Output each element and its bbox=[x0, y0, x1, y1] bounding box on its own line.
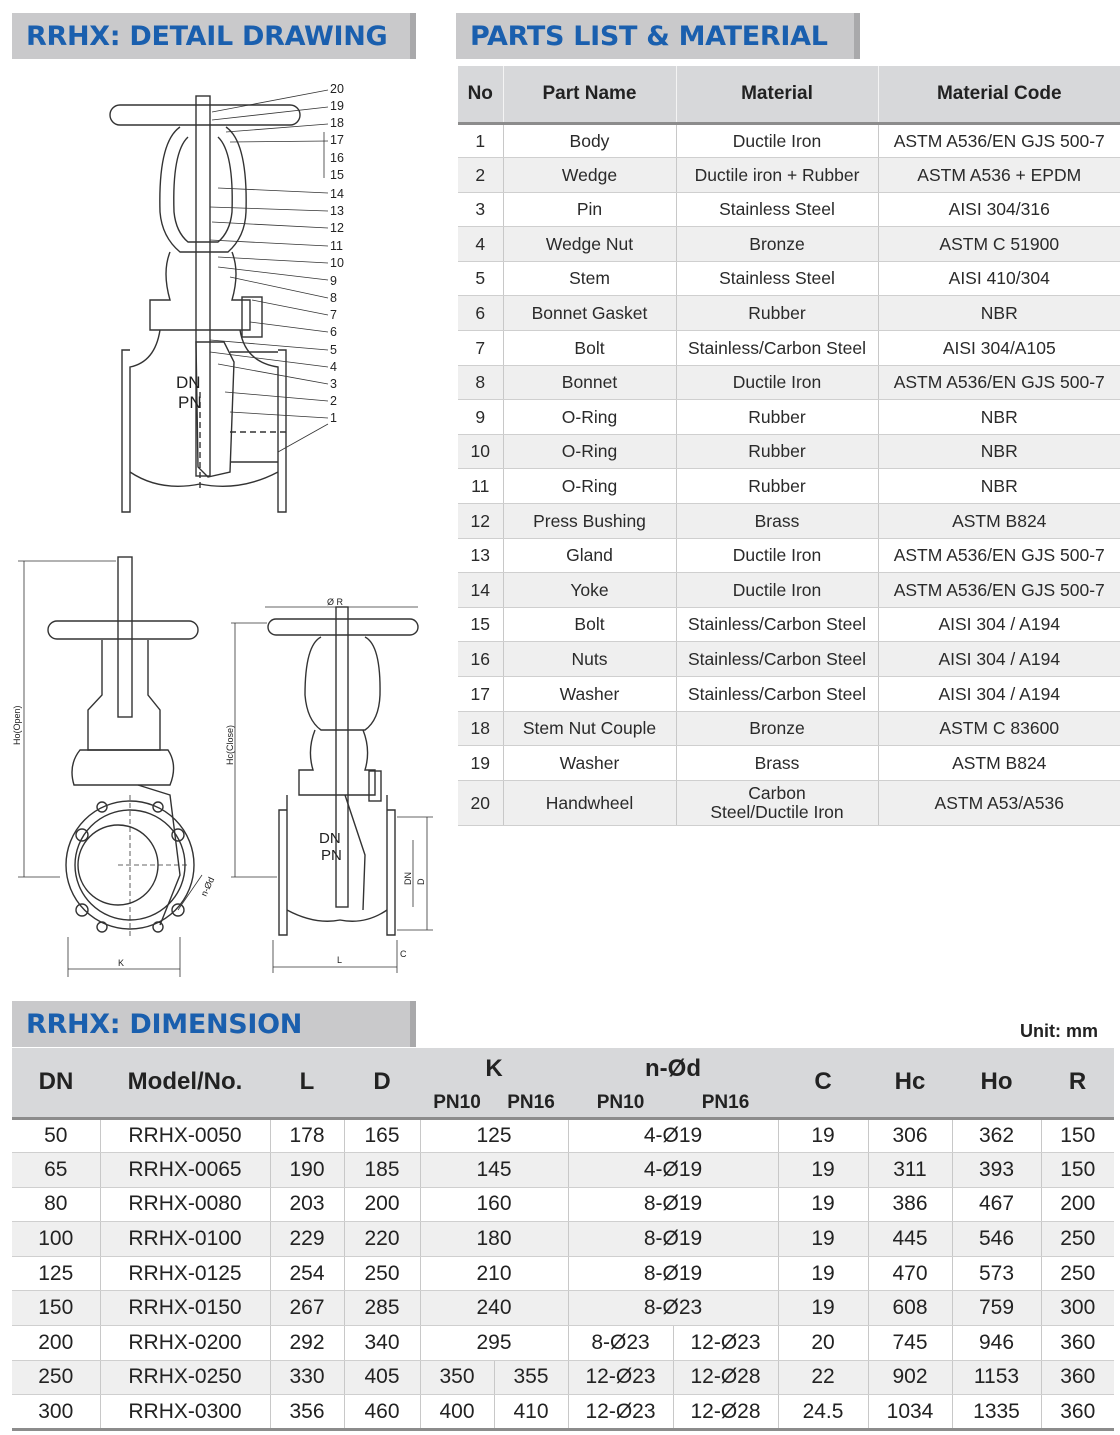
model-cell: RRHX-0150 bbox=[100, 1291, 270, 1326]
dimension-row bbox=[12, 1222, 1114, 1257]
valve-cross-section-drawing bbox=[100, 72, 370, 532]
ho-cell: 759 bbox=[952, 1291, 1041, 1326]
parts-cell: Ductile iron + Rubber bbox=[676, 158, 878, 193]
callout-11: 11 bbox=[330, 239, 343, 253]
k-cell: 160 bbox=[420, 1187, 568, 1222]
d-cell: 200 bbox=[344, 1187, 420, 1222]
nd-pn10-cell: 12-Ø23 bbox=[568, 1360, 673, 1395]
r-label: Ø R bbox=[327, 597, 344, 607]
dimension-row bbox=[12, 1360, 1114, 1395]
parts-list-table bbox=[458, 66, 1120, 826]
parts-cell: ASTM A53/A536 bbox=[878, 780, 1120, 825]
parts-row bbox=[458, 746, 1120, 781]
parts-cell: 19 bbox=[458, 746, 503, 781]
model-cell: RRHX-0080 bbox=[100, 1187, 270, 1222]
c-cell: 20 bbox=[778, 1326, 868, 1361]
parts-header-3: Material Code bbox=[878, 66, 1120, 123]
parts-cell: 4 bbox=[458, 227, 503, 262]
ho-cell: 1335 bbox=[952, 1395, 1041, 1430]
dn-label: DN bbox=[176, 373, 201, 392]
dimension-title: RRHX: DIMENSION bbox=[12, 1001, 416, 1047]
parts-table-body bbox=[458, 123, 1120, 825]
parts-cell: O-Ring bbox=[503, 400, 676, 435]
parts-cell: AISI 304/316 bbox=[878, 192, 1120, 227]
k-cell: 125 bbox=[420, 1118, 568, 1153]
parts-cell: AISI 304 / A194 bbox=[878, 677, 1120, 712]
dn-cell: 300 bbox=[12, 1395, 100, 1430]
parts-cell: 2 bbox=[458, 158, 503, 193]
parts-cell: Brass bbox=[676, 504, 878, 539]
parts-row bbox=[458, 192, 1120, 227]
ho-cell: 1153 bbox=[952, 1360, 1041, 1395]
nd-cell: 8-Ø19 bbox=[568, 1222, 778, 1257]
ho-cell: 393 bbox=[952, 1153, 1041, 1188]
parts-row bbox=[458, 469, 1120, 504]
parts-row bbox=[458, 642, 1120, 677]
col-nd-pn10: PN10 bbox=[568, 1090, 673, 1118]
parts-header-2: Material bbox=[676, 66, 878, 123]
c-cell: 22 bbox=[778, 1360, 868, 1395]
model-cell: RRHX-0065 bbox=[100, 1153, 270, 1188]
l-cell: 229 bbox=[270, 1222, 344, 1257]
parts-header-row bbox=[458, 66, 1120, 123]
nd-label: n-Ød bbox=[198, 875, 217, 898]
parts-cell: ASTM C 83600 bbox=[878, 711, 1120, 746]
dn-cell: 50 bbox=[12, 1118, 100, 1153]
parts-cell: Stem Nut Couple bbox=[503, 711, 676, 746]
nd-pn16-cell: 12-Ø23 bbox=[673, 1326, 778, 1361]
r-cell: 360 bbox=[1041, 1395, 1114, 1430]
dimension-table-body bbox=[12, 1118, 1114, 1429]
parts-row bbox=[458, 158, 1120, 193]
r-cell: 250 bbox=[1041, 1256, 1114, 1291]
parts-cell: 14 bbox=[458, 573, 503, 608]
d-cell: 220 bbox=[344, 1222, 420, 1257]
parts-cell: Pin bbox=[503, 192, 676, 227]
model-cell: RRHX-0250 bbox=[100, 1360, 270, 1395]
parts-row bbox=[458, 365, 1120, 400]
parts-cell: Yoke bbox=[503, 573, 676, 608]
parts-cell: ASTM A536/EN GJS 500-7 bbox=[878, 538, 1120, 573]
parts-row bbox=[458, 296, 1120, 331]
parts-cell: Bolt bbox=[503, 331, 676, 366]
k-cell: 180 bbox=[420, 1222, 568, 1257]
callout-1: 1 bbox=[330, 411, 337, 425]
parts-cell: 7 bbox=[458, 331, 503, 366]
dn-cell: 100 bbox=[12, 1222, 100, 1257]
parts-cell: ASTM A536/EN GJS 500-7 bbox=[878, 123, 1120, 158]
parts-row bbox=[458, 780, 1120, 825]
dn-dim-label: DN bbox=[403, 872, 413, 885]
valve-front-view-drawing bbox=[10, 545, 225, 985]
hc-cell: 445 bbox=[868, 1222, 952, 1257]
l-cell: 203 bbox=[270, 1187, 344, 1222]
nd-pn16-cell: 12-Ø28 bbox=[673, 1360, 778, 1395]
dn-cell: 250 bbox=[12, 1360, 100, 1395]
dimension-table bbox=[12, 1048, 1114, 1431]
c-cell: 19 bbox=[778, 1222, 868, 1257]
callout-17: 17 bbox=[330, 133, 344, 147]
hc-cell: 1034 bbox=[868, 1395, 952, 1430]
parts-cell: Carbon Steel/Ductile Iron bbox=[676, 780, 878, 825]
callout-13: 13 bbox=[330, 204, 344, 218]
d-cell: 405 bbox=[344, 1360, 420, 1395]
callout-18: 18 bbox=[330, 116, 344, 130]
parts-cell: AISI 304 / A194 bbox=[878, 607, 1120, 642]
parts-cell: ASTM A536 + EPDM bbox=[878, 158, 1120, 193]
parts-cell: ASTM B824 bbox=[878, 746, 1120, 781]
k-pn10-cell: 400 bbox=[420, 1395, 494, 1430]
valve-side-view-drawing bbox=[225, 595, 445, 975]
parts-cell: Ductile Iron bbox=[676, 123, 878, 158]
l-label: L bbox=[337, 955, 343, 965]
callout-20: 20 bbox=[330, 82, 344, 96]
col-model: Model/No. bbox=[100, 1048, 270, 1118]
col-d: D bbox=[344, 1048, 420, 1118]
l-cell: 190 bbox=[270, 1153, 344, 1188]
parts-cell: NBR bbox=[878, 469, 1120, 504]
parts-cell: 6 bbox=[458, 296, 503, 331]
parts-row bbox=[458, 123, 1120, 158]
nd-cell: 4-Ø19 bbox=[568, 1118, 778, 1153]
parts-cell: 18 bbox=[458, 711, 503, 746]
detail-drawing-title: RRHX: DETAIL DRAWING bbox=[12, 13, 416, 59]
l-cell: 178 bbox=[270, 1118, 344, 1153]
ho-cell: 573 bbox=[952, 1256, 1041, 1291]
nd-pn16-cell: 12-Ø28 bbox=[673, 1395, 778, 1430]
c-cell: 19 bbox=[778, 1153, 868, 1188]
l-cell: 267 bbox=[270, 1291, 344, 1326]
col-k-pn10: PN10 bbox=[420, 1090, 494, 1118]
dn-cell: 80 bbox=[12, 1187, 100, 1222]
parts-row bbox=[458, 711, 1120, 746]
k-pn16-cell: 355 bbox=[494, 1360, 568, 1395]
r-cell: 360 bbox=[1041, 1326, 1114, 1361]
parts-cell: AISI 410/304 bbox=[878, 261, 1120, 296]
parts-cell: Bonnet Gasket bbox=[503, 296, 676, 331]
parts-cell: ASTM B824 bbox=[878, 504, 1120, 539]
hc-cell: 470 bbox=[868, 1256, 952, 1291]
parts-cell: 16 bbox=[458, 642, 503, 677]
parts-cell: Rubber bbox=[676, 434, 878, 469]
parts-cell: Stainless/Carbon Steel bbox=[676, 642, 878, 677]
d-label: D bbox=[416, 878, 426, 885]
k-cell: 295 bbox=[420, 1326, 568, 1361]
parts-cell: Gland bbox=[503, 538, 676, 573]
parts-header-1: Part Name bbox=[503, 66, 676, 123]
parts-row bbox=[458, 573, 1120, 608]
parts-cell: ASTM A536/EN GJS 500-7 bbox=[878, 365, 1120, 400]
nd-pn10-cell: 12-Ø23 bbox=[568, 1395, 673, 1430]
parts-cell: 9 bbox=[458, 400, 503, 435]
parts-cell: Wedge Nut bbox=[503, 227, 676, 262]
hc-cell: 902 bbox=[868, 1360, 952, 1395]
c-cell: 19 bbox=[778, 1256, 868, 1291]
parts-cell: 15 bbox=[458, 607, 503, 642]
nd-cell: 8-Ø19 bbox=[568, 1256, 778, 1291]
nd-cell: 8-Ø19 bbox=[568, 1187, 778, 1222]
d-cell: 285 bbox=[344, 1291, 420, 1326]
r-cell: 150 bbox=[1041, 1118, 1114, 1153]
dn-cell: 125 bbox=[12, 1256, 100, 1291]
l-cell: 356 bbox=[270, 1395, 344, 1430]
callout-5: 5 bbox=[330, 343, 337, 357]
d-cell: 340 bbox=[344, 1326, 420, 1361]
parts-cell: AISI 304/A105 bbox=[878, 331, 1120, 366]
parts-cell: 5 bbox=[458, 261, 503, 296]
pn-side-label: PN bbox=[321, 847, 342, 864]
parts-cell: ASTM A536/EN GJS 500-7 bbox=[878, 573, 1120, 608]
c-cell: 19 bbox=[778, 1187, 868, 1222]
col-k-pn16: PN16 bbox=[494, 1090, 568, 1118]
ho-cell: 946 bbox=[952, 1326, 1041, 1361]
parts-cell: Bonnet bbox=[503, 365, 676, 400]
parts-cell: Rubber bbox=[676, 469, 878, 504]
col-nd-pn16: PN16 bbox=[673, 1090, 778, 1118]
parts-row bbox=[458, 331, 1120, 366]
parts-cell: 20 bbox=[458, 780, 503, 825]
col-r: R bbox=[1041, 1048, 1114, 1118]
callout-2: 2 bbox=[330, 394, 337, 408]
parts-cell: Nuts bbox=[503, 642, 676, 677]
dimension-row bbox=[12, 1187, 1114, 1222]
col-k: K bbox=[420, 1048, 568, 1090]
d-cell: 165 bbox=[344, 1118, 420, 1153]
parts-cell: Body bbox=[503, 123, 676, 158]
r-cell: 300 bbox=[1041, 1291, 1114, 1326]
parts-cell: 10 bbox=[458, 434, 503, 469]
callout-15: 15 bbox=[330, 168, 344, 182]
parts-row bbox=[458, 538, 1120, 573]
callout-10: 10 bbox=[330, 256, 344, 270]
parts-cell: 12 bbox=[458, 504, 503, 539]
parts-cell: Stainless/Carbon Steel bbox=[676, 331, 878, 366]
callout-7: 7 bbox=[330, 308, 337, 322]
parts-cell: NBR bbox=[878, 400, 1120, 435]
parts-cell: Washer bbox=[503, 746, 676, 781]
k-pn10-cell: 350 bbox=[420, 1360, 494, 1395]
model-cell: RRHX-0300 bbox=[100, 1395, 270, 1430]
dn-cell: 200 bbox=[12, 1326, 100, 1361]
callout-9: 9 bbox=[330, 274, 337, 288]
parts-cell: Ductile Iron bbox=[676, 365, 878, 400]
parts-cell: Stainless/Carbon Steel bbox=[676, 607, 878, 642]
unit-label: Unit: mm bbox=[1020, 1021, 1098, 1041]
parts-cell: NBR bbox=[878, 434, 1120, 469]
ho-open-label: Ho(Open) bbox=[12, 705, 22, 745]
hc-cell: 608 bbox=[868, 1291, 952, 1326]
parts-cell: O-Ring bbox=[503, 469, 676, 504]
hc-cell: 306 bbox=[868, 1118, 952, 1153]
parts-cell: AISI 304 / A194 bbox=[878, 642, 1120, 677]
k-cell: 145 bbox=[420, 1153, 568, 1188]
dimension-row bbox=[12, 1153, 1114, 1188]
col-dn: DN bbox=[12, 1048, 100, 1118]
col-hc: Hc bbox=[868, 1048, 952, 1118]
parts-cell: 3 bbox=[458, 192, 503, 227]
r-cell: 250 bbox=[1041, 1222, 1114, 1257]
c-cell: 24.5 bbox=[778, 1395, 868, 1430]
callout-4: 4 bbox=[330, 360, 337, 374]
l-cell: 292 bbox=[270, 1326, 344, 1361]
parts-cell: NBR bbox=[878, 296, 1120, 331]
parts-cell: Rubber bbox=[676, 400, 878, 435]
ho-cell: 467 bbox=[952, 1187, 1041, 1222]
hc-cell: 745 bbox=[868, 1326, 952, 1361]
k-pn16-cell: 410 bbox=[494, 1395, 568, 1430]
l-cell: 254 bbox=[270, 1256, 344, 1291]
parts-row bbox=[458, 400, 1120, 435]
d-cell: 250 bbox=[344, 1256, 420, 1291]
parts-cell: Bronze bbox=[676, 227, 878, 262]
c-cell: 19 bbox=[778, 1118, 868, 1153]
dimension-row bbox=[12, 1256, 1114, 1291]
parts-cell: Handwheel bbox=[503, 780, 676, 825]
parts-row bbox=[458, 607, 1120, 642]
parts-cell: 11 bbox=[458, 469, 503, 504]
ho-cell: 546 bbox=[952, 1222, 1041, 1257]
parts-cell: O-Ring bbox=[503, 434, 676, 469]
parts-cell: Washer bbox=[503, 677, 676, 712]
col-l: L bbox=[270, 1048, 344, 1118]
col-c: C bbox=[778, 1048, 868, 1118]
parts-cell: 17 bbox=[458, 677, 503, 712]
dn-cell: 150 bbox=[12, 1291, 100, 1326]
parts-cell: Stainless Steel bbox=[676, 261, 878, 296]
d-cell: 460 bbox=[344, 1395, 420, 1430]
parts-cell: Ductile Iron bbox=[676, 538, 878, 573]
parts-row bbox=[458, 227, 1120, 262]
parts-cell: Bronze bbox=[676, 711, 878, 746]
parts-cell: ASTM C 51900 bbox=[878, 227, 1120, 262]
parts-cell: 1 bbox=[458, 123, 503, 158]
hc-close-label: Hc(Close) bbox=[225, 724, 235, 765]
parts-row bbox=[458, 261, 1120, 296]
col-ho: Ho bbox=[952, 1048, 1041, 1118]
parts-row bbox=[458, 677, 1120, 712]
parts-cell: 13 bbox=[458, 538, 503, 573]
hc-cell: 311 bbox=[868, 1153, 952, 1188]
pn-label: PN bbox=[178, 393, 202, 412]
callout-3: 3 bbox=[330, 377, 337, 391]
callout-19: 19 bbox=[330, 99, 344, 113]
dimension-row bbox=[12, 1326, 1114, 1361]
parts-cell: Stainless/Carbon Steel bbox=[676, 677, 878, 712]
dn-side-label: DN bbox=[319, 830, 341, 847]
r-cell: 150 bbox=[1041, 1153, 1114, 1188]
k-cell: 240 bbox=[420, 1291, 568, 1326]
parts-cell: Stainless Steel bbox=[676, 192, 878, 227]
r-cell: 200 bbox=[1041, 1187, 1114, 1222]
nd-cell: 4-Ø19 bbox=[568, 1153, 778, 1188]
callout-16: 16 bbox=[330, 151, 344, 165]
model-cell: RRHX-0125 bbox=[100, 1256, 270, 1291]
parts-row bbox=[458, 434, 1120, 469]
parts-cell: Rubber bbox=[676, 296, 878, 331]
callout-6: 6 bbox=[330, 325, 337, 339]
parts-cell: Ductile Iron bbox=[676, 573, 878, 608]
parts-cell: Brass bbox=[676, 746, 878, 781]
parts-cell: Bolt bbox=[503, 607, 676, 642]
c-cell: 19 bbox=[778, 1291, 868, 1326]
r-cell: 360 bbox=[1041, 1360, 1114, 1395]
dimension-row bbox=[12, 1291, 1114, 1326]
callout-12: 12 bbox=[330, 221, 344, 235]
parts-cell: 8 bbox=[458, 365, 503, 400]
callout-8: 8 bbox=[330, 291, 337, 305]
dn-cell: 65 bbox=[12, 1153, 100, 1188]
dimension-row bbox=[12, 1395, 1114, 1430]
d-cell: 185 bbox=[344, 1153, 420, 1188]
parts-cell: Press Bushing bbox=[503, 504, 676, 539]
nd-cell: 8-Ø23 bbox=[568, 1291, 778, 1326]
parts-cell: Stem bbox=[503, 261, 676, 296]
l-cell: 330 bbox=[270, 1360, 344, 1395]
hc-cell: 386 bbox=[868, 1187, 952, 1222]
model-cell: RRHX-0050 bbox=[100, 1118, 270, 1153]
dimension-row bbox=[12, 1118, 1114, 1153]
callout-14: 14 bbox=[330, 187, 344, 201]
parts-cell: Wedge bbox=[503, 158, 676, 193]
k-label: K bbox=[118, 958, 125, 968]
col-nd: n-Ød bbox=[568, 1048, 778, 1090]
nd-pn10-cell: 8-Ø23 bbox=[568, 1326, 673, 1361]
k-cell: 210 bbox=[420, 1256, 568, 1291]
model-cell: RRHX-0100 bbox=[100, 1222, 270, 1257]
c-label: C bbox=[400, 949, 407, 959]
parts-header-0: No bbox=[458, 66, 503, 123]
parts-row bbox=[458, 504, 1120, 539]
parts-list-title: PARTS LIST & MATERIAL bbox=[456, 13, 860, 59]
model-cell: RRHX-0200 bbox=[100, 1326, 270, 1361]
ho-cell: 362 bbox=[952, 1118, 1041, 1153]
